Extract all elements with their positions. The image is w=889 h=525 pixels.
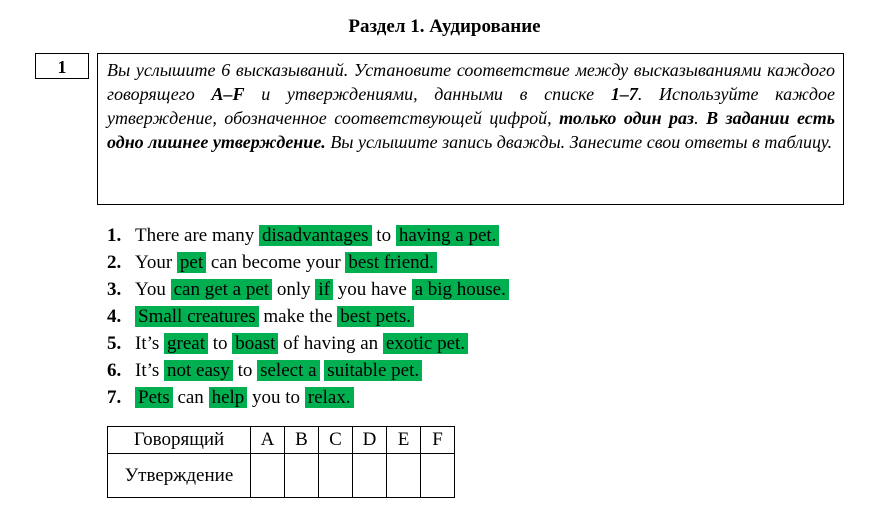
answer-row <box>108 454 455 498</box>
statements-list <box>107 222 509 411</box>
highlight: relax. <box>305 387 354 408</box>
statement-item: 4. Small creatures make the best pets. <box>107 303 509 330</box>
speaker-cell: D <box>353 427 387 454</box>
highlight: select a <box>257 360 319 381</box>
answer-cell-c[interactable] <box>319 454 353 498</box>
highlight: a big house. <box>412 279 509 300</box>
highlight: best friend. <box>345 252 436 273</box>
task-number: 1 <box>35 53 89 79</box>
answer-cell-a[interactable] <box>251 454 285 498</box>
speaker-cell: F <box>421 427 455 454</box>
highlight: pet <box>177 252 206 273</box>
highlight: if <box>315 279 333 300</box>
statement-item: 5. It’s great to boast of having an exotic pet. <box>107 330 509 357</box>
answer-cell-f[interactable] <box>421 454 455 498</box>
answer-table <box>107 426 455 498</box>
statement-item: 3. You can get a pet only if you have a big house. <box>107 276 509 303</box>
task-instructions: Вы услышите 6 высказываний. Установите соответствие между высказываниями каждого говорящего A–F и утверждениями, данными в списке 1–7. Используйте каждое утверждение, обозначенное соответствующей цифрой, только один раз. В задании есть одно лишнее утверждение. Вы услышите запись дважды. Занесите свои ответы в таблицу. <box>97 53 844 205</box>
speaker-row <box>108 427 455 454</box>
speaker-header: Говорящий <box>108 427 251 454</box>
answer-cell-b[interactable] <box>285 454 319 498</box>
statement-item: 1. There are many disadvantages to having a pet. <box>107 222 509 249</box>
highlight: boast <box>232 333 278 354</box>
highlight: disadvantages <box>259 225 372 246</box>
speaker-cell: C <box>319 427 353 454</box>
speaker-cell: B <box>285 427 319 454</box>
statement-header: Утверждение <box>108 454 251 498</box>
highlight: having a pet. <box>396 225 500 246</box>
statement-item: 7. Pets can help you to relax. <box>107 384 509 411</box>
highlight: not easy <box>164 360 233 381</box>
highlight: exotic pet. <box>383 333 468 354</box>
speaker-cell: E <box>387 427 421 454</box>
highlight: Pets <box>135 387 173 408</box>
highlight: help <box>209 387 248 408</box>
highlight: best pets. <box>337 306 414 327</box>
statement-item: 6. It’s not easy to select a suitable pet. <box>107 357 509 384</box>
highlight: can get a pet <box>171 279 272 300</box>
speaker-cell: A <box>251 427 285 454</box>
statement-item: 2. Your pet can become your best friend. <box>107 249 509 276</box>
answer-cell-d[interactable] <box>353 454 387 498</box>
highlight: Small creatures <box>135 306 259 327</box>
answer-cell-e[interactable] <box>387 454 421 498</box>
highlight: great <box>164 333 208 354</box>
highlight: suitable pet. <box>324 360 422 381</box>
section-title: Раздел 1. Аудирование <box>348 16 541 37</box>
